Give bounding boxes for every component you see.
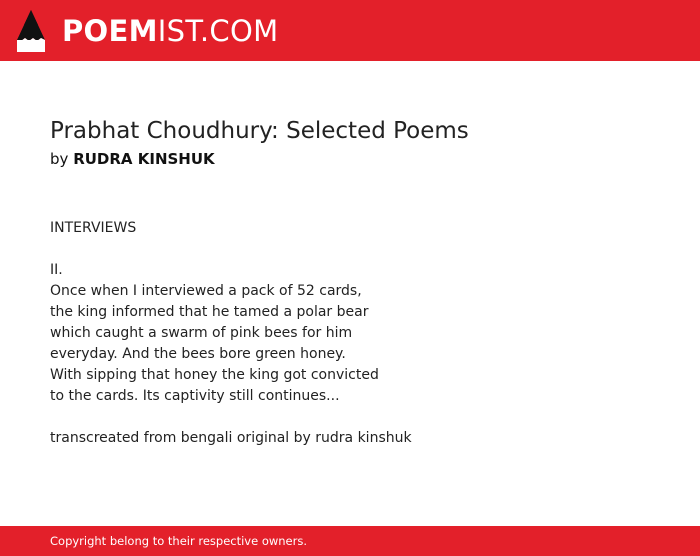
site-logo-text[interactable]: [62, 14, 278, 48]
poem-line: the king informed that he tamed a polar bear: [50, 304, 369, 320]
by-label: by: [50, 150, 69, 168]
copyright-notice: Copyright belong to their respective owners.: [50, 534, 308, 548]
author-name[interactable]: RUDRA KINSHUK: [73, 150, 215, 168]
site-footer: [0, 526, 700, 556]
poem-line: [50, 239, 670, 260]
site-header: [0, 0, 700, 61]
poem-line: [50, 407, 670, 428]
pencil-tip-icon[interactable]: [17, 10, 45, 52]
poem-content: [50, 116, 670, 449]
poem-line: which caught a swarm of pink bees for him: [50, 325, 353, 341]
poem-line: transcreated from bengali original by rudra kinshuk: [50, 430, 412, 446]
brand-bold: POEM: [62, 14, 158, 48]
poem-line: Once when I interviewed a pack of 52 cards,: [50, 283, 362, 299]
poem-line: INTERVIEWS: [50, 220, 137, 236]
brand-light: IST.COM: [157, 14, 279, 48]
poem-line: everyday. And the bees bore green honey.: [50, 346, 346, 362]
byline: [50, 148, 670, 170]
poem-body: [50, 218, 670, 449]
poem-line: to the cards. Its captivity still continues...: [50, 388, 340, 404]
poem-line: II.: [50, 262, 63, 278]
poem-line: With sipping that honey the king got convicted: [50, 367, 379, 383]
poem-title: Prabhat Choudhury: Selected Poems: [50, 118, 469, 144]
